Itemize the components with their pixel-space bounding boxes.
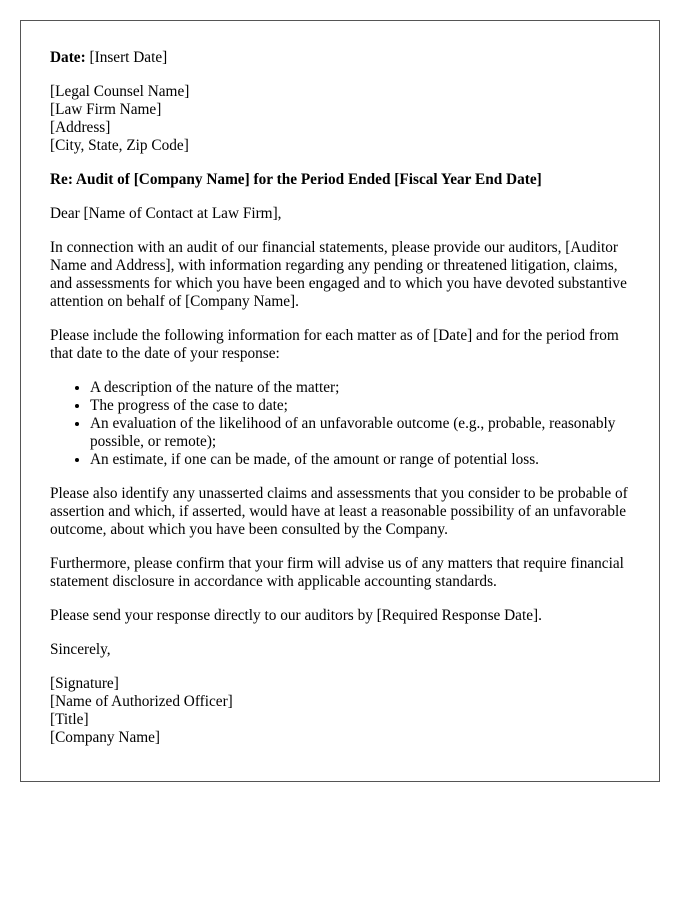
date-label: Date: [50, 49, 86, 66]
information-list [50, 379, 630, 469]
list-item: • The progress of the case to date; [90, 397, 630, 415]
list-item: • An estimate, if one can be made, of the amount or range of potential loss. [90, 451, 630, 469]
closing: Sincerely, [50, 641, 111, 658]
recipient-city-state-zip: [City, State, Zip Code] [50, 137, 189, 154]
signature-placeholder: [Signature] [50, 675, 119, 692]
date-value: [Insert Date] [85, 49, 168, 66]
body-paragraph-response-deadline: Please send your response directly to our auditors by [Required Response Date]. [50, 607, 542, 624]
body-paragraph-request: In connection with an audit of our financial statements, please provide our auditors, [Auditor Name and Address], with information regarding any pending or threatened litigation, claims, and assessments for which you have been engaged and to which you have devoted substantive attention on behalf of [Company Name]. [50, 239, 627, 310]
subject-line: Re: Audit of [Company Name] for the Period Ended [Fiscal Year End Date] [50, 171, 542, 188]
date-line [50, 49, 630, 67]
officer-name: [Name of Authorized Officer] [50, 693, 233, 710]
recipient-address: [Address] [50, 119, 111, 136]
recipient-address-block [50, 83, 630, 155]
salutation: Dear [Name of Contact at Law Firm], [50, 205, 282, 222]
list-item: • An evaluation of the likelihood of an unfavorable outcome (e.g., probable, reasonably possible, or remote); [90, 415, 630, 451]
list-item: • A description of the nature of the matter; [90, 379, 630, 397]
officer-title: [Title] [50, 711, 89, 728]
body-paragraph-confirmation: Furthermore, please confirm that your firm will advise us of any matters that require financial statement disclosure in accordance with applicable accounting standards. [50, 555, 624, 590]
recipient-name: [Legal Counsel Name] [50, 83, 190, 100]
body-paragraph-info-needed: Please include the following information for each matter as of [Date] and for the period from that date to the date of your response: [50, 327, 619, 362]
company-name: [Company Name] [50, 729, 161, 746]
signature-block [50, 675, 630, 747]
recipient-firm: [Law Firm Name] [50, 101, 162, 118]
body-paragraph-unasserted-claims: Please also identify any unasserted claims and assessments that you consider to be probable of assertion and which, if asserted, would have at least a reasonable possibility of an unfavorable outcome, about which you have been consulted by the Company. [50, 485, 628, 538]
letter-document [20, 20, 660, 782]
